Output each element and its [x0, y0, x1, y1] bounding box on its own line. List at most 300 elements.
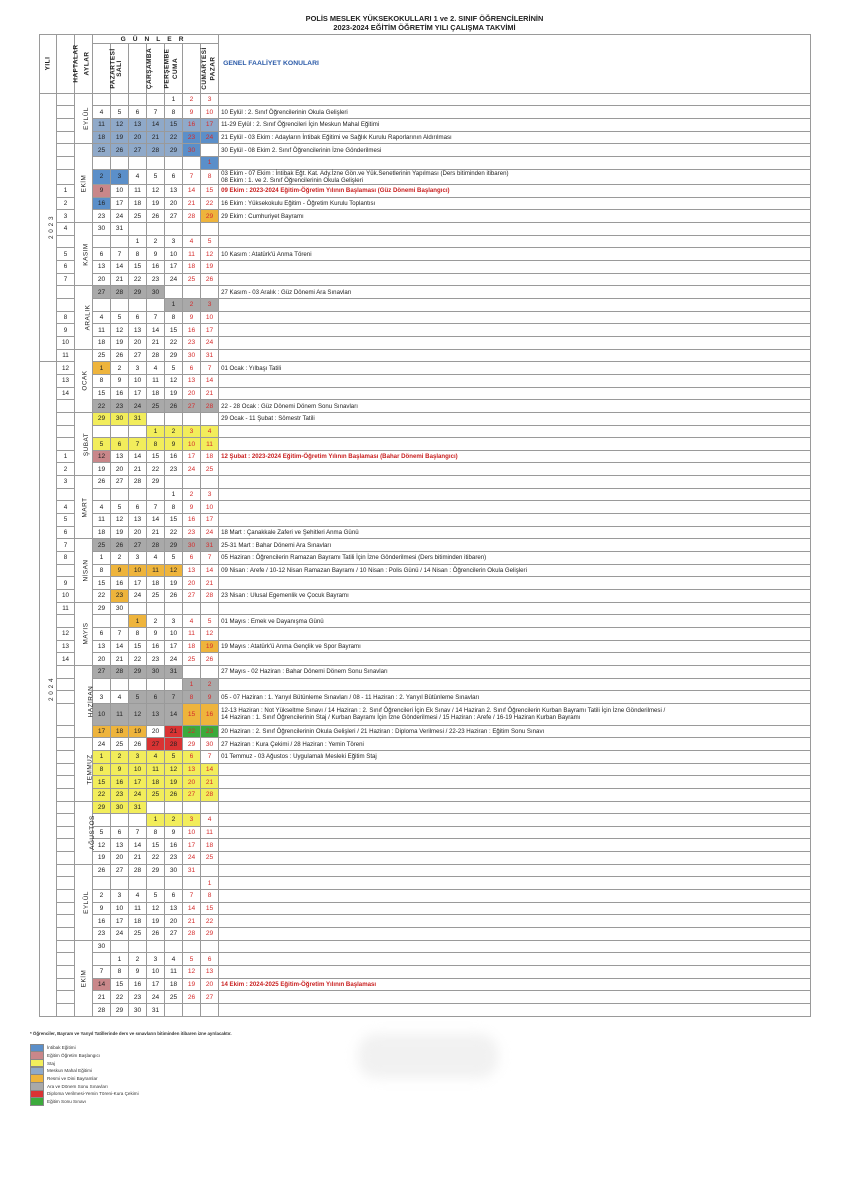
calendar-row: [40, 877, 811, 890]
calendar-row: [40, 615, 811, 628]
day-cell: 14: [201, 564, 219, 577]
week-cell: 7: [57, 539, 75, 552]
day-cell: 9: [183, 501, 201, 514]
day-cell: 29: [201, 210, 219, 223]
day-cell: 14: [201, 763, 219, 776]
activity-text: 01 Ocak : Yılbaşı Tatili: [221, 364, 282, 372]
day-cell: [129, 156, 147, 169]
header-yili: YILI: [40, 35, 57, 94]
week-cell: 13: [57, 374, 75, 387]
activity-text: 22 - 28 Ocak : Güz Dönemi Dönem Sonu Sınavları: [221, 402, 358, 410]
calendar-row: [40, 324, 811, 337]
day-cell: [183, 801, 201, 814]
week-cell: [57, 400, 75, 413]
activity-cell: [219, 640, 811, 653]
day-cell: 26: [111, 349, 129, 362]
day-cell: 28: [183, 210, 201, 223]
day-cell: 23: [165, 852, 183, 865]
header-day-3: PERŞEMBE: [147, 44, 165, 93]
day-cell: 28: [147, 539, 165, 552]
day-cell: [93, 488, 111, 501]
day-cell: [165, 678, 183, 691]
calendar-row: [40, 966, 811, 979]
day-cell: [201, 286, 219, 299]
day-cell: 13: [111, 450, 129, 463]
day-cell: 11: [201, 826, 219, 839]
activity-text: 12 Şubat : 2023-2024 Eğitim-Öğretim Yılının Başlaması (Bahar Dönemi Başlangıcı): [221, 453, 458, 461]
day-cell: [165, 476, 183, 489]
day-cell: [147, 156, 165, 169]
day-cell: 30: [93, 940, 111, 953]
calendar-row: [40, 640, 811, 653]
day-cell: [165, 223, 183, 236]
day-cell: 26: [111, 539, 129, 552]
day-cell: 13: [111, 839, 129, 852]
day-cell: [111, 93, 129, 106]
day-cell: 14: [111, 640, 129, 653]
activity-text: 23 Nisan : Ulusal Egemenlik ve Çocuk Bayramı: [221, 592, 349, 600]
activity-text-2: 14 Haziran : 1. Sınıf Öğrencilerinin Staj / Kurban Bayramı İçin İzne Gönderilmesi / 15 Haziran : Arefe / 16-19 Haziran Kurban Bayramı: [221, 714, 581, 722]
day-cell: 31: [201, 539, 219, 552]
day-cell: [147, 223, 165, 236]
day-cell: 21: [201, 577, 219, 590]
week-cell: [57, 131, 75, 144]
day-cell: [93, 953, 111, 966]
day-cell: 25: [93, 349, 111, 362]
activity-cell: [219, 501, 811, 514]
day-cell: 29: [165, 349, 183, 362]
day-cell: 12: [165, 374, 183, 387]
day-cell: 26: [165, 590, 183, 603]
day-cell: 6: [129, 106, 147, 119]
day-cell: [129, 298, 147, 311]
calendar-row: [40, 1004, 811, 1017]
calendar-row: [40, 260, 811, 273]
day-cell: 29: [93, 801, 111, 814]
activity-cell: [219, 750, 811, 763]
calendar-row: [40, 703, 811, 725]
day-cell: 3: [111, 890, 129, 903]
day-cell: 7: [201, 750, 219, 763]
day-cell: 26: [111, 144, 129, 157]
day-cell: 10: [147, 966, 165, 979]
week-cell: [57, 852, 75, 865]
day-cell: 5: [201, 615, 219, 628]
day-cell: 7: [183, 169, 201, 184]
week-cell: 10: [57, 590, 75, 603]
day-cell: 17: [201, 324, 219, 337]
day-cell: 3: [147, 953, 165, 966]
activity-text: 27 Kasım - 03 Aralık : Güz Dönemi Ara Sınavları: [221, 288, 352, 296]
month-cell: ŞUBAT: [75, 412, 93, 475]
day-cell: 14: [183, 185, 201, 198]
day-cell: 28: [201, 590, 219, 603]
calendar-row: [40, 590, 811, 603]
day-cell: [129, 602, 147, 615]
week-cell: 2: [57, 197, 75, 210]
day-cell: 8: [147, 438, 165, 451]
legend-item: [30, 1082, 230, 1090]
day-cell: 15: [129, 260, 147, 273]
day-cell: 9: [93, 902, 111, 915]
calendar-table: [39, 34, 811, 1017]
day-cell: 29: [147, 476, 165, 489]
day-cell: 22: [93, 788, 111, 801]
day-cell: 7: [147, 311, 165, 324]
activity-cell: [219, 311, 811, 324]
header-day-5: CUMARTESİ: [183, 44, 201, 93]
day-cell: 5: [111, 106, 129, 119]
day-cell: [165, 602, 183, 615]
day-cell: 8: [165, 106, 183, 119]
day-cell: 22: [165, 336, 183, 349]
day-cell: 1: [165, 298, 183, 311]
activity-cell: [219, 298, 811, 311]
day-cell: 9: [165, 438, 183, 451]
day-cell: 31: [165, 665, 183, 678]
day-cell: 27: [129, 144, 147, 157]
day-cell: 6: [147, 691, 165, 704]
day-cell: 26: [93, 476, 111, 489]
day-cell: 26: [93, 864, 111, 877]
day-cell: 2: [93, 890, 111, 903]
activity-cell: [219, 991, 811, 1004]
activity-cell: [219, 526, 811, 539]
day-cell: 17: [165, 640, 183, 653]
day-cell: 29: [165, 144, 183, 157]
day-cell: 8: [165, 311, 183, 324]
day-cell: 16: [93, 915, 111, 928]
day-cell: 25: [147, 788, 165, 801]
day-cell: 14: [129, 839, 147, 852]
week-cell: [57, 703, 75, 725]
activity-cell: [219, 577, 811, 590]
day-cell: [93, 425, 111, 438]
activity-cell: [219, 928, 811, 941]
day-cell: 9: [183, 106, 201, 119]
calendar-row: [40, 400, 811, 413]
day-cell: 29: [111, 1004, 129, 1017]
day-cell: 24: [111, 210, 129, 223]
day-cell: [147, 678, 165, 691]
day-cell: 17: [165, 260, 183, 273]
day-cell: 30: [183, 144, 201, 157]
day-cell: [201, 223, 219, 236]
activity-text: 27 Mayıs - 02 Haziran : Bahar Dönemi Dönem Sonu Sınavları: [221, 668, 388, 676]
day-cell: 3: [129, 362, 147, 375]
activity-cell: [219, 801, 811, 814]
calendar-row: [40, 450, 811, 463]
activity-cell: [219, 476, 811, 489]
day-cell: 1: [165, 93, 183, 106]
day-cell: 5: [147, 169, 165, 184]
legend-label: Diploma Verilmesi-Yemin Töreni-Kura Çekimi: [47, 1091, 139, 1097]
day-cell: 18: [147, 577, 165, 590]
day-cell: 16: [165, 839, 183, 852]
day-cell: [93, 298, 111, 311]
calendar-row: [40, 788, 811, 801]
day-cell: 24: [129, 400, 147, 413]
activity-cell: [219, 539, 811, 552]
day-cell: [111, 156, 129, 169]
day-cell: 22: [147, 463, 165, 476]
day-cell: 8: [183, 691, 201, 704]
week-cell: [57, 763, 75, 776]
calendar-row: [40, 552, 811, 565]
day-cell: 7: [147, 501, 165, 514]
day-cell: 28: [111, 665, 129, 678]
day-cell: [129, 940, 147, 953]
day-cell: 6: [165, 169, 183, 184]
month-cell: OCAK: [75, 349, 93, 412]
day-cell: 20: [165, 197, 183, 210]
day-cell: 2: [147, 235, 165, 248]
activity-text: 30 Eylül - 08 Ekim 2. Sınıf Öğrencilerinin İzne Gönderilmesi: [221, 146, 382, 154]
day-cell: 18: [201, 839, 219, 852]
activity-text: 01 Temmuz - 03 Ağustos : Uygulamalı Mesleki Eğitim Staj: [221, 753, 377, 761]
week-cell: [57, 877, 75, 890]
day-cell: 14: [201, 374, 219, 387]
day-cell: 24: [111, 928, 129, 941]
day-cell: 29: [147, 864, 165, 877]
day-cell: 13: [183, 374, 201, 387]
week-cell: [57, 725, 75, 738]
day-cell: 27: [183, 590, 201, 603]
day-cell: 15: [93, 776, 111, 789]
day-cell: 7: [201, 552, 219, 565]
day-cell: 25: [183, 273, 201, 286]
day-cell: 4: [111, 691, 129, 704]
day-cell: 24: [93, 738, 111, 751]
day-cell: [165, 156, 183, 169]
day-cell: 20: [129, 131, 147, 144]
header-day-4: CUMA: [165, 44, 183, 93]
calendar-row: [40, 691, 811, 704]
activity-cell: [219, 776, 811, 789]
day-cell: 2: [111, 362, 129, 375]
day-cell: 5: [147, 890, 165, 903]
day-cell: [111, 425, 129, 438]
legend-item: [30, 1075, 230, 1083]
day-cell: 28: [147, 144, 165, 157]
calendar-row: [40, 890, 811, 903]
day-cell: 4: [183, 235, 201, 248]
day-cell: 29: [183, 738, 201, 751]
day-cell: 25: [201, 463, 219, 476]
legend: [30, 1044, 230, 1106]
day-cell: 16: [183, 324, 201, 337]
legend-label: Staj: [47, 1060, 55, 1066]
day-cell: 18: [129, 197, 147, 210]
day-cell: [111, 678, 129, 691]
day-cell: 19: [165, 387, 183, 400]
day-cell: [147, 940, 165, 953]
day-cell: 16: [93, 197, 111, 210]
calendar-row: [40, 725, 811, 738]
month-cell: TEMMUZ: [75, 738, 93, 801]
day-cell: 4: [129, 169, 147, 184]
day-cell: 21: [111, 653, 129, 666]
day-cell: 5: [165, 362, 183, 375]
day-cell: 24: [183, 463, 201, 476]
day-cell: 20: [183, 577, 201, 590]
day-cell: 11: [183, 248, 201, 261]
week-cell: 6: [57, 260, 75, 273]
activity-cell: [219, 703, 811, 725]
calendar-row: [40, 839, 811, 852]
day-cell: 4: [147, 362, 165, 375]
day-cell: 20: [93, 273, 111, 286]
day-cell: 21: [111, 273, 129, 286]
day-cell: 16: [183, 118, 201, 131]
day-cell: 4: [93, 501, 111, 514]
activity-cell: [219, 665, 811, 678]
day-cell: 22: [183, 725, 201, 738]
day-cell: 8: [147, 826, 165, 839]
footnote: * Öğrenciler, Bayram ve Yarıyıl Tatillerinde ders ve sınavların bitiminden itibaren izne ayrılacaktır.: [30, 1031, 232, 1036]
day-cell: 23: [93, 928, 111, 941]
day-cell: [147, 801, 165, 814]
day-cell: 30: [201, 738, 219, 751]
day-cell: [201, 412, 219, 425]
day-cell: 30: [129, 1004, 147, 1017]
activity-cell: [219, 144, 811, 157]
day-cell: 8: [93, 564, 111, 577]
activity-cell: [219, 235, 811, 248]
day-cell: [201, 940, 219, 953]
day-cell: 11: [147, 763, 165, 776]
day-cell: 22: [147, 852, 165, 865]
day-cell: 24: [201, 336, 219, 349]
day-cell: 2: [183, 93, 201, 106]
day-cell: [183, 223, 201, 236]
week-cell: [57, 678, 75, 691]
activity-text: 05 Haziran : Öğrencilerin Ramazan Bayramı Tatili İçin İzne Gönderilmesi (Ders bitiminden itibaren): [221, 554, 487, 562]
activity-text: 05 - 07 Haziran : 1. Yarıyıl Bütünleme Sınavları / 08 - 11 Haziran : 2. Yarıyıl Bütünleme Sınavları: [221, 693, 480, 701]
activity-cell: [219, 450, 811, 463]
week-cell: 14: [57, 653, 75, 666]
day-cell: [201, 1004, 219, 1017]
day-cell: 15: [165, 514, 183, 527]
day-cell: 1: [183, 678, 201, 691]
day-cell: 14: [147, 324, 165, 337]
header-row-gunler: [40, 35, 811, 44]
day-cell: 18: [93, 131, 111, 144]
day-cell: 25: [183, 653, 201, 666]
day-cell: 14: [129, 450, 147, 463]
day-cell: 16: [129, 978, 147, 991]
day-cell: 5: [183, 953, 201, 966]
day-cell: 12: [111, 514, 129, 527]
day-cell: [147, 298, 165, 311]
day-cell: 6: [93, 628, 111, 641]
day-cell: 9: [111, 763, 129, 776]
day-cell: 23: [111, 590, 129, 603]
day-cell: 18: [147, 776, 165, 789]
calendar-row: [40, 814, 811, 827]
redacted-area: [358, 1034, 498, 1078]
header-haftalar: HAFTALAR: [57, 35, 75, 94]
day-cell: 1: [111, 953, 129, 966]
day-cell: 4: [201, 814, 219, 827]
week-cell: 14: [57, 387, 75, 400]
month-cell: KASIM: [75, 223, 93, 286]
day-cell: 19: [147, 915, 165, 928]
legend-item: [30, 1090, 230, 1098]
day-cell: 31: [183, 864, 201, 877]
day-cell: 18: [93, 336, 111, 349]
day-cell: 30: [147, 665, 165, 678]
month-cell: HAZİRAN: [75, 665, 93, 737]
activity-cell: [219, 966, 811, 979]
day-cell: 19: [111, 336, 129, 349]
activity-cell: [219, 738, 811, 751]
day-cell: 9: [165, 826, 183, 839]
day-cell: 3: [111, 169, 129, 184]
day-cell: [183, 286, 201, 299]
day-cell: [111, 814, 129, 827]
day-cell: 4: [147, 552, 165, 565]
week-cell: 8: [57, 311, 75, 324]
day-cell: [147, 93, 165, 106]
day-cell: 26: [147, 928, 165, 941]
day-cell: 5: [111, 501, 129, 514]
week-cell: [57, 118, 75, 131]
day-cell: 25: [165, 991, 183, 1004]
activity-text: 10 Kasım : Atatürk'ü Anma Töreni: [221, 250, 312, 258]
week-cell: [57, 940, 75, 953]
header-day-2: ÇARŞAMBA: [129, 44, 147, 93]
day-cell: 6: [165, 890, 183, 903]
day-cell: 21: [183, 915, 201, 928]
day-cell: 12: [183, 966, 201, 979]
month-cell: NİSAN: [75, 539, 93, 602]
day-cell: [201, 801, 219, 814]
day-cell: 3: [129, 552, 147, 565]
day-cell: 16: [111, 577, 129, 590]
week-cell: 11: [57, 349, 75, 362]
day-cell: 22: [111, 991, 129, 1004]
day-cell: 10: [183, 826, 201, 839]
week-cell: [57, 438, 75, 451]
day-cell: 23: [111, 788, 129, 801]
week-cell: [57, 978, 75, 991]
calendar-row: [40, 928, 811, 941]
day-cell: 19: [201, 260, 219, 273]
day-cell: 16: [165, 450, 183, 463]
day-cell: 23: [147, 653, 165, 666]
day-cell: 16: [201, 703, 219, 725]
activity-cell: [219, 362, 811, 375]
day-cell: 18: [201, 450, 219, 463]
day-cell: 15: [183, 703, 201, 725]
activity-cell: [219, 488, 811, 501]
day-cell: 6: [111, 826, 129, 839]
week-cell: [57, 286, 75, 299]
day-cell: 28: [129, 864, 147, 877]
day-cell: 19: [93, 463, 111, 476]
day-cell: 20: [129, 336, 147, 349]
calendar-row: [40, 826, 811, 839]
day-cell: 29: [201, 928, 219, 941]
week-cell: 7: [57, 273, 75, 286]
day-cell: 21: [165, 725, 183, 738]
day-cell: 15: [147, 839, 165, 852]
week-cell: [57, 564, 75, 577]
activity-cell: [219, 248, 811, 261]
legend-item: [30, 1044, 230, 1052]
day-cell: 10: [129, 374, 147, 387]
